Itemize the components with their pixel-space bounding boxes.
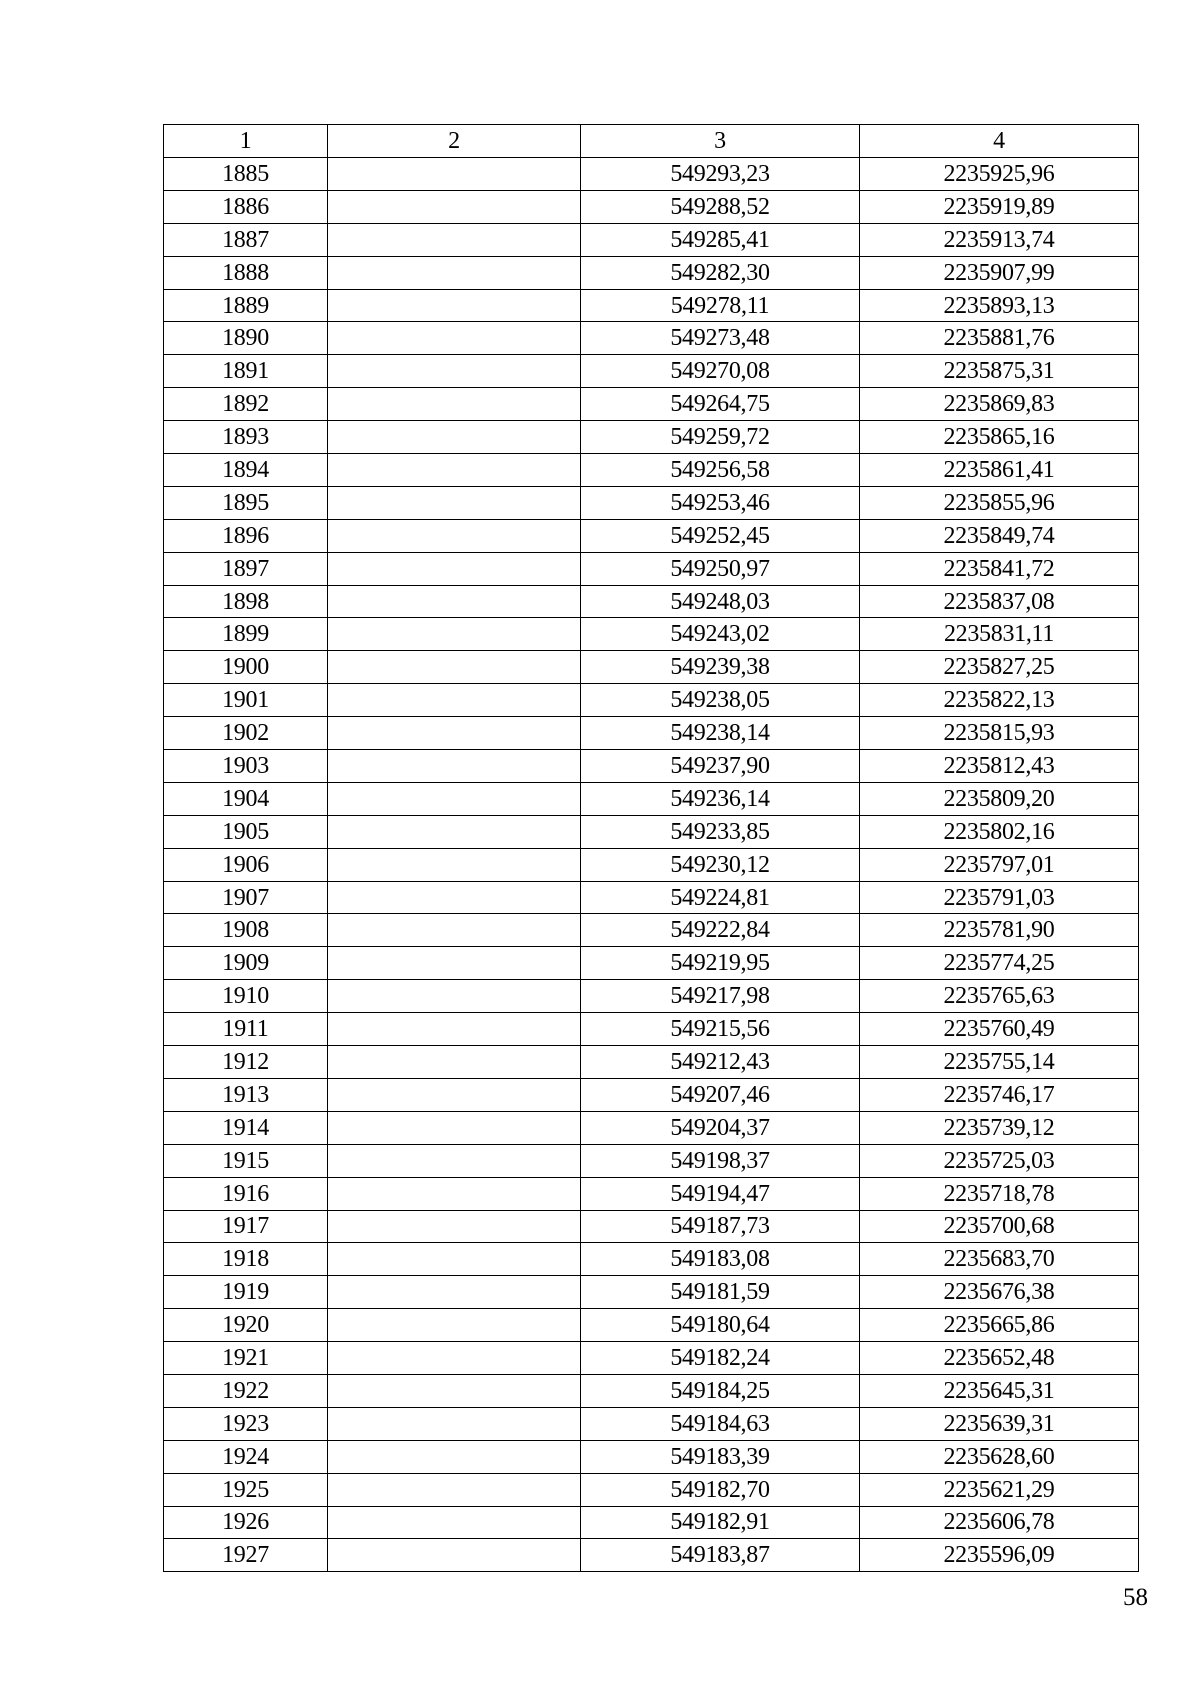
y-coordinate-cell: 2235841,72	[860, 552, 1139, 585]
y-coordinate-cell: 2235812,43	[860, 750, 1139, 783]
y-coordinate-cell: 2235837,08	[860, 585, 1139, 618]
empty-cell	[328, 223, 581, 256]
y-coordinate-cell: 2235725,03	[860, 1144, 1139, 1177]
x-coordinate-cell: 549183,39	[581, 1440, 860, 1473]
table-row	[164, 1144, 1139, 1177]
point-number-cell: 1889	[164, 289, 328, 322]
point-number-cell: 1906	[164, 848, 328, 881]
empty-cell	[328, 1210, 581, 1243]
x-coordinate-cell: 549194,47	[581, 1177, 860, 1210]
empty-cell	[328, 322, 581, 355]
table-row	[164, 750, 1139, 783]
y-coordinate-cell: 2235861,41	[860, 454, 1139, 487]
table-row	[164, 355, 1139, 388]
table-row	[164, 486, 1139, 519]
y-coordinate-cell: 2235760,49	[860, 1013, 1139, 1046]
y-coordinate-cell: 2235774,25	[860, 947, 1139, 980]
column-header-2: 2	[328, 125, 581, 158]
point-number-cell: 1909	[164, 947, 328, 980]
point-number-cell: 1908	[164, 914, 328, 947]
x-coordinate-cell: 549256,58	[581, 454, 860, 487]
y-coordinate-cell: 2235827,25	[860, 651, 1139, 684]
y-coordinate-cell: 2235893,13	[860, 289, 1139, 322]
point-number-cell: 1913	[164, 1078, 328, 1111]
y-coordinate-cell: 2235881,76	[860, 322, 1139, 355]
table-row	[164, 717, 1139, 750]
y-coordinate-cell: 2235639,31	[860, 1407, 1139, 1440]
y-coordinate-cell: 2235925,96	[860, 158, 1139, 191]
column-header-4: 4	[860, 125, 1139, 158]
point-number-cell: 1918	[164, 1243, 328, 1276]
empty-cell	[328, 1078, 581, 1111]
table-row	[164, 1440, 1139, 1473]
table-row	[164, 1309, 1139, 1342]
y-coordinate-cell: 2235765,63	[860, 980, 1139, 1013]
table-row	[164, 1046, 1139, 1079]
empty-cell	[328, 519, 581, 552]
table-row	[164, 815, 1139, 848]
table-row	[164, 289, 1139, 322]
point-number-cell: 1887	[164, 223, 328, 256]
empty-cell	[328, 914, 581, 947]
y-coordinate-cell: 2235865,16	[860, 421, 1139, 454]
coordinates-table	[163, 124, 1139, 1572]
point-number-cell: 1925	[164, 1473, 328, 1506]
table-body	[164, 125, 1139, 1572]
point-number-cell: 1888	[164, 256, 328, 289]
page-number: 58	[1123, 1584, 1148, 1611]
point-number-cell: 1894	[164, 454, 328, 487]
point-number-cell: 1910	[164, 980, 328, 1013]
empty-cell	[328, 1144, 581, 1177]
x-coordinate-cell: 549204,37	[581, 1111, 860, 1144]
point-number-cell: 1898	[164, 585, 328, 618]
x-coordinate-cell: 549259,72	[581, 421, 860, 454]
y-coordinate-cell: 2235849,74	[860, 519, 1139, 552]
table-row	[164, 1473, 1139, 1506]
empty-cell	[328, 1539, 581, 1572]
point-number-cell: 1927	[164, 1539, 328, 1572]
table-row	[164, 1078, 1139, 1111]
empty-cell	[328, 750, 581, 783]
table-row	[164, 980, 1139, 1013]
y-coordinate-cell: 2235755,14	[860, 1046, 1139, 1079]
table-row	[164, 651, 1139, 684]
point-number-cell: 1916	[164, 1177, 328, 1210]
y-coordinate-cell: 2235855,96	[860, 486, 1139, 519]
x-coordinate-cell: 549183,08	[581, 1243, 860, 1276]
empty-cell	[328, 289, 581, 322]
x-coordinate-cell: 549273,48	[581, 322, 860, 355]
table-row	[164, 1506, 1139, 1539]
x-coordinate-cell: 549243,02	[581, 618, 860, 651]
empty-cell	[328, 1276, 581, 1309]
table-row	[164, 256, 1139, 289]
empty-cell	[328, 1111, 581, 1144]
point-number-cell: 1899	[164, 618, 328, 651]
empty-cell	[328, 190, 581, 223]
point-number-cell: 1907	[164, 881, 328, 914]
point-number-cell: 1926	[164, 1506, 328, 1539]
y-coordinate-cell: 2235606,78	[860, 1506, 1139, 1539]
table-row	[164, 388, 1139, 421]
y-coordinate-cell: 2235621,29	[860, 1473, 1139, 1506]
table-row	[164, 454, 1139, 487]
point-number-cell: 1905	[164, 815, 328, 848]
y-coordinate-cell: 2235797,01	[860, 848, 1139, 881]
empty-cell	[328, 618, 581, 651]
empty-cell	[328, 388, 581, 421]
x-coordinate-cell: 549182,91	[581, 1506, 860, 1539]
empty-cell	[328, 1473, 581, 1506]
x-coordinate-cell: 549237,90	[581, 750, 860, 783]
table-row	[164, 322, 1139, 355]
empty-cell	[328, 585, 581, 618]
table-row	[164, 1111, 1139, 1144]
x-coordinate-cell: 549215,56	[581, 1013, 860, 1046]
table-row	[164, 914, 1139, 947]
y-coordinate-cell: 2235628,60	[860, 1440, 1139, 1473]
point-number-cell: 1893	[164, 421, 328, 454]
table-row	[164, 782, 1139, 815]
point-number-cell: 1885	[164, 158, 328, 191]
coordinates-table-container	[163, 124, 1138, 1572]
table-row	[164, 223, 1139, 256]
table-row	[164, 1243, 1139, 1276]
x-coordinate-cell: 549180,64	[581, 1309, 860, 1342]
x-coordinate-cell: 549217,98	[581, 980, 860, 1013]
table-row	[164, 618, 1139, 651]
empty-cell	[328, 1013, 581, 1046]
point-number-cell: 1917	[164, 1210, 328, 1243]
point-number-cell: 1921	[164, 1342, 328, 1375]
point-number-cell: 1903	[164, 750, 328, 783]
point-number-cell: 1886	[164, 190, 328, 223]
x-coordinate-cell: 549253,46	[581, 486, 860, 519]
point-number-cell: 1895	[164, 486, 328, 519]
x-coordinate-cell: 549230,12	[581, 848, 860, 881]
empty-cell	[328, 552, 581, 585]
point-number-cell: 1924	[164, 1440, 328, 1473]
empty-cell	[328, 1309, 581, 1342]
x-coordinate-cell: 549288,52	[581, 190, 860, 223]
y-coordinate-cell: 2235665,86	[860, 1309, 1139, 1342]
empty-cell	[328, 1046, 581, 1079]
x-coordinate-cell: 549184,25	[581, 1374, 860, 1407]
empty-cell	[328, 158, 581, 191]
point-number-cell: 1915	[164, 1144, 328, 1177]
point-number-cell: 1919	[164, 1276, 328, 1309]
point-number-cell: 1892	[164, 388, 328, 421]
x-coordinate-cell: 549278,11	[581, 289, 860, 322]
empty-cell	[328, 1342, 581, 1375]
x-coordinate-cell: 549282,30	[581, 256, 860, 289]
table-row	[164, 848, 1139, 881]
table-row	[164, 158, 1139, 191]
table-row	[164, 1407, 1139, 1440]
empty-cell	[328, 782, 581, 815]
y-coordinate-cell: 2235683,70	[860, 1243, 1139, 1276]
table-row	[164, 1276, 1139, 1309]
empty-cell	[328, 1407, 581, 1440]
empty-cell	[328, 355, 581, 388]
x-coordinate-cell: 549238,05	[581, 684, 860, 717]
point-number-cell: 1904	[164, 782, 328, 815]
x-coordinate-cell: 549238,14	[581, 717, 860, 750]
y-coordinate-cell: 2235913,74	[860, 223, 1139, 256]
table-row	[164, 947, 1139, 980]
x-coordinate-cell: 549233,85	[581, 815, 860, 848]
y-coordinate-cell: 2235831,11	[860, 618, 1139, 651]
y-coordinate-cell: 2235809,20	[860, 782, 1139, 815]
y-coordinate-cell: 2235645,31	[860, 1374, 1139, 1407]
y-coordinate-cell: 2235822,13	[860, 684, 1139, 717]
table-row	[164, 585, 1139, 618]
point-number-cell: 1912	[164, 1046, 328, 1079]
table-row	[164, 1210, 1139, 1243]
point-number-cell: 1902	[164, 717, 328, 750]
table-row	[164, 1342, 1139, 1375]
x-coordinate-cell: 549184,63	[581, 1407, 860, 1440]
y-coordinate-cell: 2235746,17	[860, 1078, 1139, 1111]
empty-cell	[328, 454, 581, 487]
empty-cell	[328, 1440, 581, 1473]
x-coordinate-cell: 549285,41	[581, 223, 860, 256]
empty-cell	[328, 1177, 581, 1210]
point-number-cell: 1901	[164, 684, 328, 717]
table-row	[164, 684, 1139, 717]
table-row	[164, 1177, 1139, 1210]
y-coordinate-cell: 2235739,12	[860, 1111, 1139, 1144]
x-coordinate-cell: 549219,95	[581, 947, 860, 980]
empty-cell	[328, 1506, 581, 1539]
table-row	[164, 1013, 1139, 1046]
y-coordinate-cell: 2235815,93	[860, 717, 1139, 750]
y-coordinate-cell: 2235781,90	[860, 914, 1139, 947]
empty-cell	[328, 717, 581, 750]
y-coordinate-cell: 2235718,78	[860, 1177, 1139, 1210]
table-row	[164, 1539, 1139, 1572]
empty-cell	[328, 980, 581, 1013]
point-number-cell: 1923	[164, 1407, 328, 1440]
y-coordinate-cell: 2235596,09	[860, 1539, 1139, 1572]
y-coordinate-cell: 2235869,83	[860, 388, 1139, 421]
empty-cell	[328, 881, 581, 914]
empty-cell	[328, 1374, 581, 1407]
table-row	[164, 421, 1139, 454]
empty-cell	[328, 651, 581, 684]
y-coordinate-cell: 2235652,48	[860, 1342, 1139, 1375]
empty-cell	[328, 1243, 581, 1276]
empty-cell	[328, 486, 581, 519]
point-number-cell: 1891	[164, 355, 328, 388]
point-number-cell: 1896	[164, 519, 328, 552]
point-number-cell: 1890	[164, 322, 328, 355]
x-coordinate-cell: 549198,37	[581, 1144, 860, 1177]
y-coordinate-cell: 2235700,68	[860, 1210, 1139, 1243]
table-row	[164, 552, 1139, 585]
y-coordinate-cell: 2235676,38	[860, 1276, 1139, 1309]
empty-cell	[328, 684, 581, 717]
y-coordinate-cell: 2235791,03	[860, 881, 1139, 914]
y-coordinate-cell: 2235802,16	[860, 815, 1139, 848]
x-coordinate-cell: 549181,59	[581, 1276, 860, 1309]
point-number-cell: 1900	[164, 651, 328, 684]
x-coordinate-cell: 549182,24	[581, 1342, 860, 1375]
point-number-cell: 1914	[164, 1111, 328, 1144]
point-number-cell: 1922	[164, 1374, 328, 1407]
x-coordinate-cell: 549222,84	[581, 914, 860, 947]
empty-cell	[328, 256, 581, 289]
x-coordinate-cell: 549182,70	[581, 1473, 860, 1506]
x-coordinate-cell: 549183,87	[581, 1539, 860, 1572]
y-coordinate-cell: 2235907,99	[860, 256, 1139, 289]
table-header-row	[164, 125, 1139, 158]
y-coordinate-cell: 2235875,31	[860, 355, 1139, 388]
y-coordinate-cell: 2235919,89	[860, 190, 1139, 223]
x-coordinate-cell: 549239,38	[581, 651, 860, 684]
empty-cell	[328, 421, 581, 454]
x-coordinate-cell: 549252,45	[581, 519, 860, 552]
x-coordinate-cell: 549250,97	[581, 552, 860, 585]
x-coordinate-cell: 549270,08	[581, 355, 860, 388]
x-coordinate-cell: 549264,75	[581, 388, 860, 421]
x-coordinate-cell: 549293,23	[581, 158, 860, 191]
table-row	[164, 881, 1139, 914]
table-row	[164, 190, 1139, 223]
x-coordinate-cell: 549248,03	[581, 585, 860, 618]
empty-cell	[328, 815, 581, 848]
point-number-cell: 1911	[164, 1013, 328, 1046]
x-coordinate-cell: 549207,46	[581, 1078, 860, 1111]
point-number-cell: 1920	[164, 1309, 328, 1342]
x-coordinate-cell: 549224,81	[581, 881, 860, 914]
empty-cell	[328, 947, 581, 980]
table-row	[164, 519, 1139, 552]
x-coordinate-cell: 549187,73	[581, 1210, 860, 1243]
column-header-3: 3	[581, 125, 860, 158]
empty-cell	[328, 848, 581, 881]
x-coordinate-cell: 549236,14	[581, 782, 860, 815]
column-header-1: 1	[164, 125, 328, 158]
table-row	[164, 1374, 1139, 1407]
point-number-cell: 1897	[164, 552, 328, 585]
x-coordinate-cell: 549212,43	[581, 1046, 860, 1079]
